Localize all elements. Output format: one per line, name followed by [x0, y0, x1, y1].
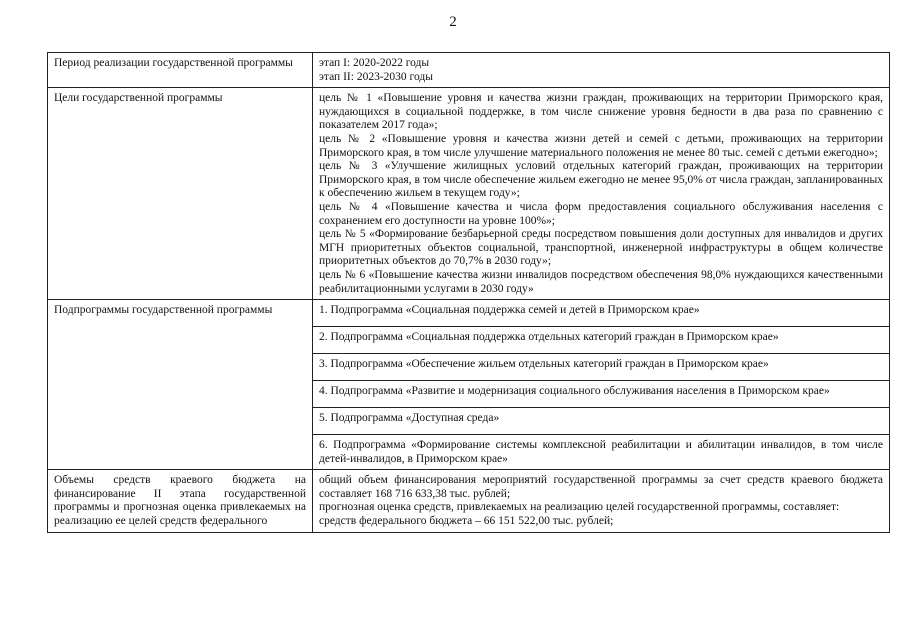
- financing-value: [313, 470, 890, 532]
- stage-2: этап II: 2023-2030 годы: [319, 70, 433, 83]
- period-row: [48, 53, 890, 88]
- goal-item: цель № 4 «Повышение качества и числа форм предоставления социального обслуживания населения с сохранением его доступности на уровне 100%»;: [319, 200, 883, 227]
- subprogram-item: 5. Подпрограмма «Доступная среда»: [313, 408, 890, 435]
- subprogram-item: 4. Подпрограмма «Развитие и модернизация социального обслуживания населения в Приморском крае»: [313, 381, 890, 408]
- financing-line: общий объем финансирования мероприятий государственной программы за счет средств краевого бюджета составляет 168 716 633,38 тыс. рублей;: [319, 474, 883, 500]
- page-number: 2: [449, 14, 457, 30]
- goals-list: [313, 88, 890, 300]
- period-label: Период реализации государственной программы: [48, 53, 313, 88]
- stage-1: этап I: 2020-2022 годы: [319, 57, 430, 69]
- financing-row: [48, 470, 890, 532]
- subprogram-item: 2. Подпрограмма «Социальная поддержка отдельных категорий граждан в Приморском крае»: [313, 327, 890, 354]
- goal-item: цель № 1 «Повышение уровня и качества жизни граждан, проживающих на территории Приморского края, нуждающихся в социальной поддержке, в том числе снижение уровня бедности в два раза по сравнению с показателем 2017 года»;: [319, 92, 883, 132]
- goals-row: [48, 88, 890, 300]
- subprograms-label: Подпрограммы государственной программы: [48, 300, 313, 470]
- goal-item: цель № 2 «Повышение уровня и качества жизни детей и семей с детьми, проживающих на территории Приморского края, в том числе улучшение материального положения не менее 80 тыс. семей с детьми ежегодно»;: [319, 132, 883, 159]
- program-passport-table: [47, 52, 890, 533]
- subprogram-item: 6. Подпрограмма «Формирование системы комплексной реабилитации и абилитации инвалидов, в том числе детей-инвалидов, в Приморском крае»: [313, 435, 890, 470]
- financing-line: прогнозная оценка средств, привлекаемых на реализацию целей государственной программы, составляет:: [319, 501, 840, 514]
- subprogram-item: 3. Подпрограмма «Обеспечение жильем отдельных категорий граждан в Приморском крае»: [313, 354, 890, 381]
- subprogram-row: [48, 300, 890, 327]
- goal-item: цель № 3 «Улучшение жилищных условий отдельных категорий граждан, проживающих на территории Приморского края, в том числе обеспечение жильем ежегодно не менее 95,0% от числа граждан, запланированных к обеспечению жильем в текущем году»;: [319, 160, 883, 200]
- goals-label: Цели государственной программы: [48, 88, 313, 300]
- goal-item: цель № 5 «Формирование безбарьерной среды посредством повышения доли доступных для инвалидов и других МГН приоритетных объектов социальной, транспортной, инженерной инфраструктуры в общем количестве приоритетных объектов до 70,7% в 2030 году»;: [319, 228, 883, 268]
- goal-item: цель № 6 «Повышение качества жизни инвалидов посредством обеспечения 98,0% нуждающихся качественными реабилитационными услугами в 2030 году»: [319, 268, 883, 295]
- period-value: [313, 53, 890, 88]
- subprogram-item: 1. Подпрограмма «Социальная поддержка семей и детей в Приморском крае»: [313, 300, 890, 327]
- financing-line: средств федерального бюджета – 66 151 522,00 тыс. рублей;: [319, 515, 614, 528]
- financing-label: Объемы средств краевого бюджета на финансирование II этапа государственной программы и прогнозная оценка привлекаемых на реализацию ее целей средств федерального: [48, 470, 313, 532]
